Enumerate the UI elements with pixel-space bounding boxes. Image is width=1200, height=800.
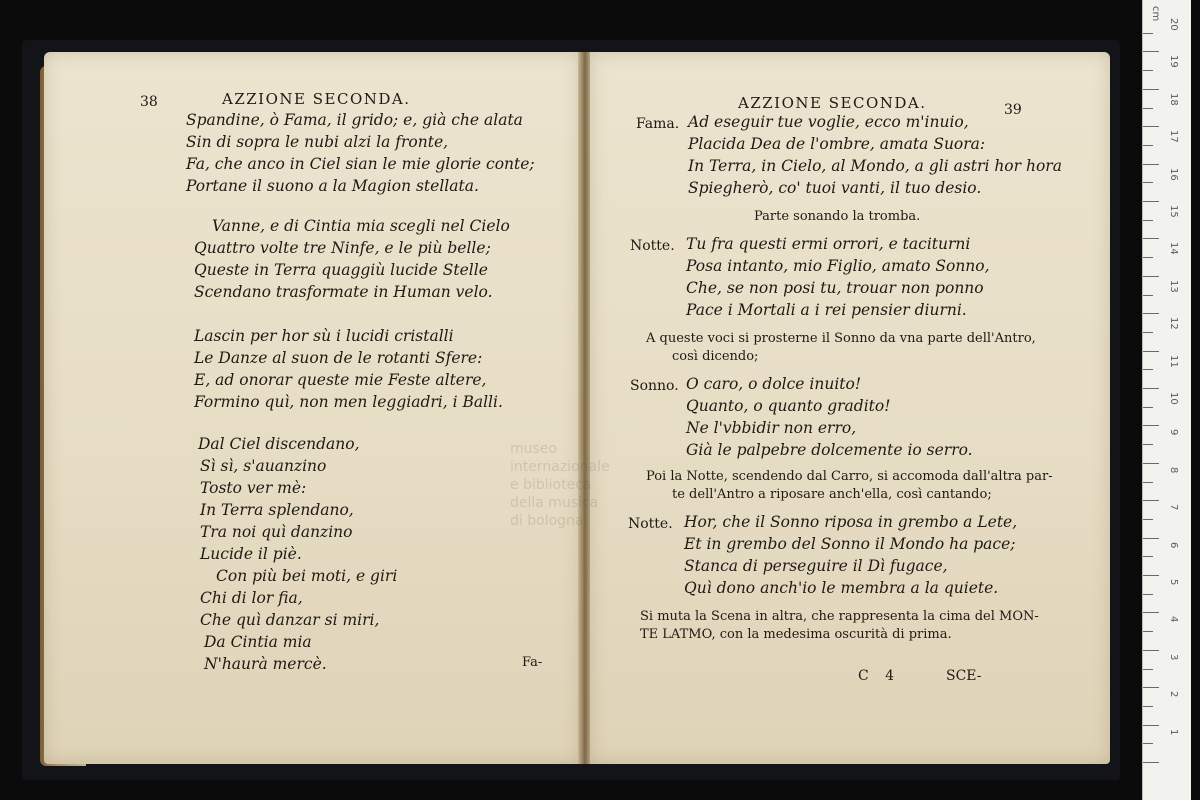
ruler-minor-tick [1143,145,1153,146]
left-page-number: 38 [140,94,158,110]
ruler-minor-tick [1143,519,1153,520]
ruler-tick-label: 5 [1168,579,1179,586]
ruler-minor-tick [1143,743,1153,744]
verse-line: Fa, che anco in Ciel sian le mie glorie conte; [186,155,535,173]
verse-line: Che, se non posi tu, trouar non ponno [686,279,984,297]
verse-line: Lascin per hor sù i lucidi cristalli [194,327,454,345]
speaker-label: Notte. [628,516,673,532]
verse-line: Et in grembo del Sonno il Mondo ha pace; [684,535,1016,553]
ruler-minor-tick [1143,594,1153,595]
verse-line: Dal Ciel discendano, [198,435,360,453]
right-page [590,52,1110,764]
watermark-line: e biblioteca [510,477,592,493]
verse-line: Quanto, o quanto gradito! [686,397,891,415]
watermark-line: di bologna [510,513,584,529]
ruler-tick-label: 3 [1168,653,1179,661]
verse-line: Tu fra questi ermi orrori, e taciturni [686,235,971,253]
verse-line: Formino quì, non men leggiadri, i Balli. [194,393,503,411]
ruler-minor-tick [1143,706,1153,707]
verse-line: In Terra splendano, [200,501,354,519]
ruler-minor-tick [1143,556,1153,557]
verse-line: Vanne, e di Cintia mia scegli nel Cielo [212,217,510,235]
ruler-minor-tick [1143,369,1153,370]
ruler-tick-label: 15 [1168,205,1179,218]
ruler-major-tick [1143,725,1159,726]
ruler-minor-tick [1143,407,1153,408]
ruler-tick-label: 6 [1168,541,1179,548]
ruler-major-tick [1143,538,1159,539]
verse-line: Già le palpebre dolcemente io serro. [686,441,973,459]
speaker-label: Fama. [636,116,680,132]
verse-line: N'haurà mercè. [204,655,327,673]
ruler-major-tick [1143,276,1159,277]
ruler-tick-label: 10 [1168,392,1179,405]
ruler-minor-tick [1143,182,1153,183]
stage-direction: TE LATMO, con la medesima oscurità di prima. [640,627,952,642]
verse-line: Posa intanto, mio Figlio, amato Sonno, [686,257,990,275]
verse-line: O caro, o dolce inuito! [686,375,862,393]
verse-line: Tra noi quì danzino [200,523,353,541]
ruler-tick-label: 4 [1168,616,1179,623]
right-page-number: 39 [1004,102,1022,118]
left-running-header: AZZIONE SECONDA. [222,90,411,108]
ruler-major-tick [1143,313,1159,314]
stage-direction: così dicendo; [672,349,759,364]
ruler-tick-label: 19 [1168,55,1179,69]
ruler-minor-tick [1143,295,1153,296]
verse-line: Quattro volte tre Ninfe, e le più belle; [194,239,491,257]
verse-line: Spandine, ò Fama, il grido; e, già che alata [186,111,523,129]
ruler-minor-tick [1143,108,1153,109]
verse-line: E, ad onorar queste mie Feste altere, [194,371,487,389]
ruler-major-tick [1143,612,1159,613]
verse-line: Che quì danzar si miri, [200,611,380,629]
ruler-major-tick [1143,164,1159,165]
verse-line: Pace i Mortali a i rei pensier diurni. [686,301,967,319]
stage-direction: te dell'Antro a riposare anch'ella, così cantando; [672,487,992,502]
ruler-major-tick [1143,575,1159,576]
verse-line: Da Cintia mia [204,633,312,651]
verse-line: Sì sì, s'auanzino [200,457,327,475]
ruler-major-tick [1143,762,1159,763]
ruler-tick-label: 14 [1168,242,1179,256]
ruler-major-tick [1143,388,1159,389]
ruler-minor-tick [1143,669,1153,670]
stage-direction: Poi la Notte, scendendo dal Carro, si accomoda dall'altra par- [646,469,1053,484]
verse-line: Tosto ver mè: [200,479,307,497]
verse-line: Lucide il piè. [200,545,302,563]
stage-direction: Parte sonando la tromba. [754,209,921,224]
ruler-major-tick [1143,500,1159,501]
ruler-major-tick [1143,463,1159,464]
verse-line: Chi di lor fia, [200,589,303,607]
verse-line: Spiegherò, co' tuoi vanti, il tuo desio. [688,179,982,197]
ruler-tick-label: 17 [1168,130,1179,143]
verse-line: Quì dono anch'io le membra a la quiete. [684,579,999,597]
right-catchword: SCE- [946,668,982,684]
ruler-minor-tick [1143,482,1153,483]
ruler-minor-tick [1143,332,1153,333]
verse-line: Sin di sopra le nubi alzi la fronte, [186,133,449,151]
ruler-major-tick [1143,425,1159,426]
ruler-major-tick [1143,51,1159,52]
ruler-tick-label: 11 [1168,354,1179,368]
verse-line: Le Danze al suon de le rotanti Sfere: [194,349,483,367]
stage-direction: Si muta la Scena in altra, che rappresenta la cima del MON- [640,609,1039,624]
verse-line: Hor, che il Sonno riposa in grembo a Lete, [684,513,1018,531]
verse-line: Portane il suono a la Magion stellata. [186,177,479,195]
ruler-tick-label: 16 [1168,167,1179,181]
ruler-tick-label: 12 [1168,317,1179,330]
ruler-major-tick [1143,89,1159,90]
ruler-minor-tick [1143,631,1153,632]
verse-line: Placida Dea de l'ombre, amata Suora: [688,135,986,153]
ruler-major-tick [1143,238,1159,239]
watermark-line: museo internazionale [510,441,610,475]
left-page [44,52,580,764]
ruler-tick-label: 20 [1168,18,1179,31]
ruler-minor-tick [1143,257,1153,258]
verse-line: Ad eseguir tue voglie, ecco m'inuio, [688,113,969,131]
ruler-tick-label: 1 [1168,728,1179,735]
verse-line: Ne l'vbbidir non erro, [686,419,857,437]
verse-line: Queste in Terra quaggiù lucide Stelle [194,261,488,279]
ruler-minor-tick [1143,444,1153,445]
left-catchword: Fa- [522,655,543,670]
ruler-major-tick [1143,126,1159,127]
speaker-label: Notte. [630,238,675,254]
watermark-line: della musica [510,495,599,511]
ruler-major-tick [1143,351,1159,352]
ruler-minor-tick [1143,220,1153,221]
verse-line: Con più bei moti, e giri [216,567,398,585]
right-running-header: AZZIONE SECONDA. [738,94,927,112]
ruler-minor-tick [1143,33,1153,34]
ruler-tick-label: 9 [1168,429,1179,436]
ruler-tick-label: 13 [1168,279,1179,293]
ruler-major-tick [1143,201,1159,202]
ruler-unit: cm [1150,6,1161,22]
ruler-minor-tick [1143,70,1153,71]
verse-line: Stanca di perseguire il Dì fugace, [684,557,948,575]
measurement-ruler [1142,0,1191,800]
verse-line: Scendano trasformate in Human velo. [194,283,493,301]
ruler-tick-label: 2 [1168,691,1179,698]
ruler-tick-label: 18 [1168,92,1179,106]
ruler-major-tick [1143,687,1159,688]
signature-mark: C 4 [858,668,901,684]
ruler-tick-label: 7 [1168,504,1179,511]
speaker-label: Sonno. [630,378,679,394]
verse-line: In Terra, in Cielo, al Mondo, a gli astri hor hora [688,157,1062,175]
ruler-major-tick [1143,650,1159,651]
stage-direction: A queste voci si prosterne il Sonno da vna parte dell'Antro, [646,331,1036,346]
ruler-tick-label: 8 [1168,466,1179,474]
